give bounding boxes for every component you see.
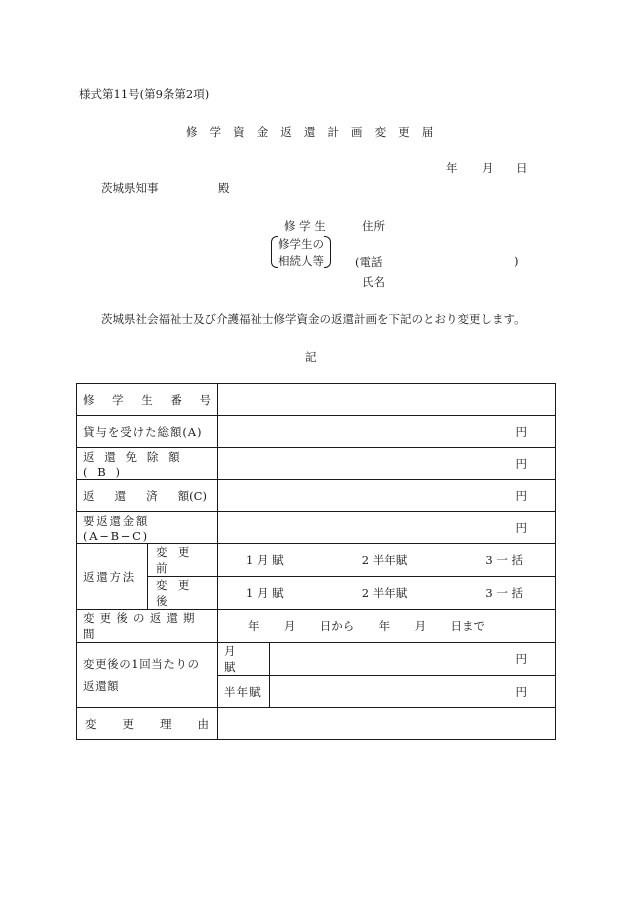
total-loan-yen[interactable]: 円 xyxy=(218,416,556,448)
after-options[interactable] xyxy=(224,585,549,601)
period-end-year: 年 xyxy=(378,619,391,633)
right-bracket xyxy=(324,236,331,268)
row-repaid xyxy=(77,480,556,512)
date-year: 年 xyxy=(446,161,458,175)
before-opt-semiannual[interactable]: 2 半年賦 xyxy=(361,553,408,567)
addressee-honorific: 殿 xyxy=(218,181,230,195)
method-label: 返還方法 xyxy=(77,544,148,610)
name-label: 氏名 xyxy=(362,275,385,289)
left-bracket xyxy=(271,236,278,268)
before-opt-monthly[interactable]: 1 月 賦 xyxy=(246,553,284,567)
row-reason xyxy=(77,708,556,740)
before-label: 変更前 xyxy=(148,544,218,577)
form-number: 様式第11号(第9条第2項) xyxy=(79,87,210,101)
required-yen[interactable]: 円 xyxy=(218,512,556,544)
monthly-label: 月 賦 xyxy=(218,643,270,676)
repaid-yen[interactable]: 円 xyxy=(218,480,556,512)
repayment-change-table xyxy=(76,383,556,740)
after-label: 変更後 xyxy=(148,577,218,610)
period-end-day: 日まで xyxy=(450,619,485,633)
heir-label-line2: 相続人等 xyxy=(278,254,324,268)
heir-label-line1: 修学生の xyxy=(278,237,324,251)
addressee-name: 茨城県知事 xyxy=(101,181,159,195)
phone-close: ) xyxy=(514,254,519,268)
period-end-month: 月 xyxy=(414,619,427,633)
address-label: 住所 xyxy=(362,219,385,233)
student-no-label: 修 学 生 番 号 xyxy=(83,392,211,407)
phone-label: (電話 xyxy=(355,255,383,269)
after-opt-lump[interactable]: 3 一 括 xyxy=(485,586,523,600)
date-month: 月 xyxy=(482,161,494,175)
per-payment-label: 変更後の1回当たりの返還額 xyxy=(77,643,218,708)
row-student-no xyxy=(77,384,556,416)
row-period xyxy=(77,610,556,643)
repaid-label: 返 還 済 額(C) xyxy=(83,488,207,503)
period-start-day: 日から xyxy=(319,619,355,633)
monthly-yen[interactable]: 円 xyxy=(270,643,556,676)
date-day: 日 xyxy=(516,161,528,175)
student-no-value[interactable] xyxy=(218,384,556,416)
period-start-month: 月 xyxy=(283,619,296,633)
row-per-payment-monthly xyxy=(77,643,556,676)
semiannual-label: 半年賦 xyxy=(218,676,270,708)
period-start-year: 年 xyxy=(248,619,260,633)
row-method-after xyxy=(77,577,556,610)
page-title: 修学資金返還計画変更届 xyxy=(186,125,446,139)
required-label: 要返還金額(A−B−C) xyxy=(77,512,218,544)
after-opt-semiannual[interactable]: 2 半年賦 xyxy=(361,586,408,600)
reason-value[interactable] xyxy=(218,708,556,740)
body-text: 茨城県社会福祉士及び介護福祉士修学資金の返還計画を下記のとおり変更します。 xyxy=(101,312,526,326)
semiannual-yen[interactable]: 円 xyxy=(270,676,556,708)
student-label: 修 学 生 xyxy=(284,219,326,233)
before-options[interactable] xyxy=(224,552,549,568)
total-loan-label: 貸与を受けた総額(A) xyxy=(77,416,218,448)
row-method-before xyxy=(77,544,556,577)
row-required xyxy=(77,512,556,544)
reason-label: 変 更 理 由 xyxy=(85,716,209,731)
row-exemption xyxy=(77,448,556,480)
period-value[interactable] xyxy=(224,618,549,634)
exemption-yen[interactable]: 円 xyxy=(218,448,556,480)
row-total-loan xyxy=(77,416,556,448)
after-opt-monthly[interactable]: 1 月 賦 xyxy=(246,586,284,600)
exemption-label: 返還免除額(B) xyxy=(77,448,218,480)
ki-heading: 記 xyxy=(305,350,317,364)
before-opt-lump[interactable]: 3 一 括 xyxy=(485,553,523,567)
period-label: 変更後の返還期間 xyxy=(77,610,218,643)
